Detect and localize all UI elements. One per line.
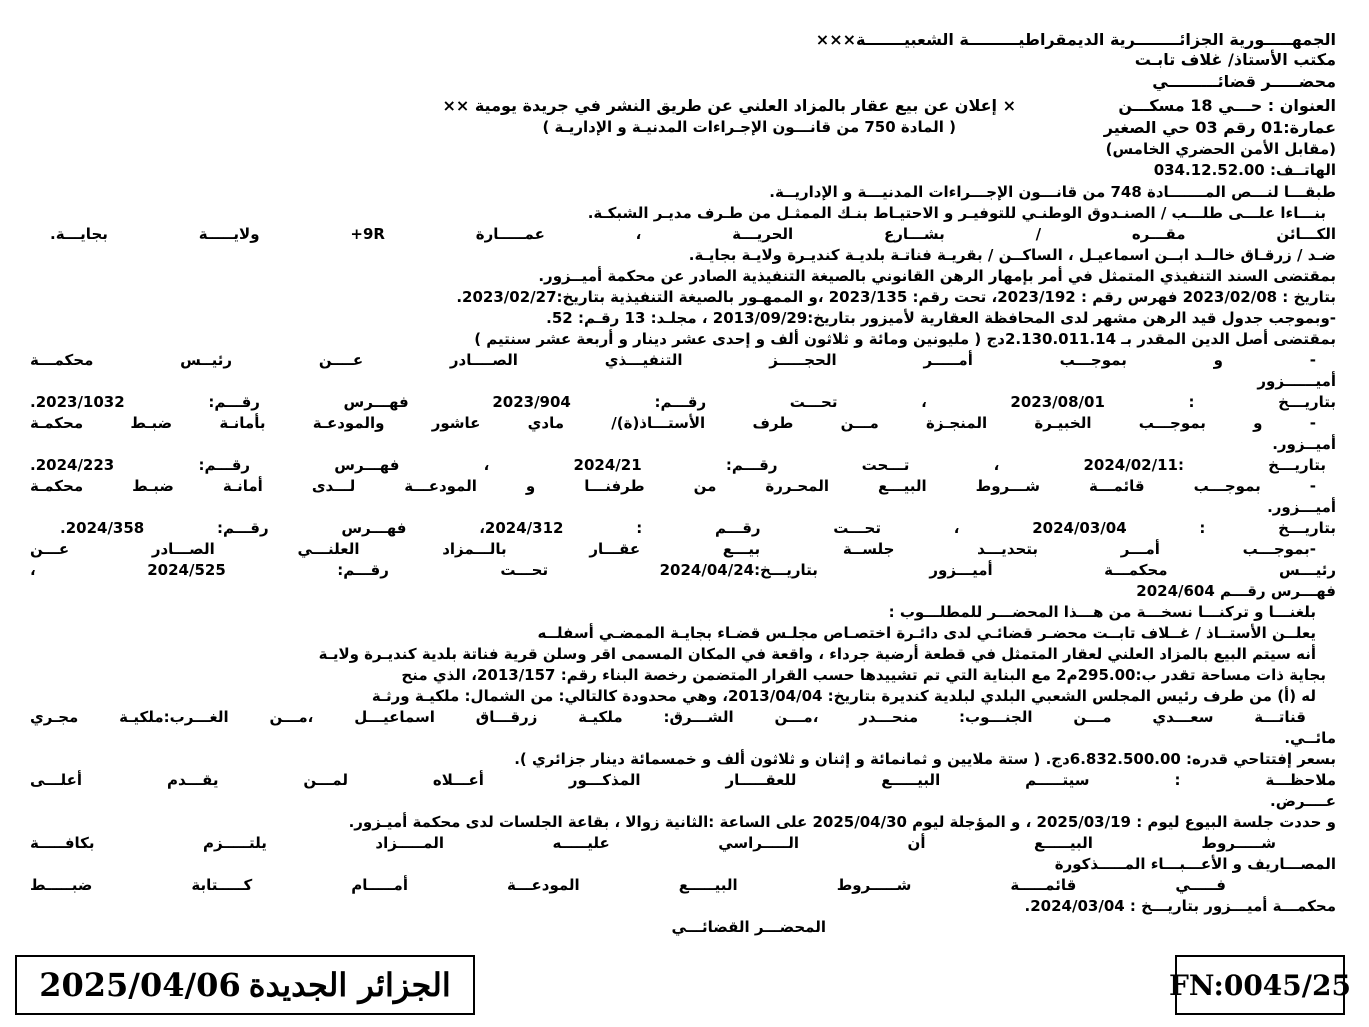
body-line: الكـــائن مقـــره / بشـــارع الحريـــة ، عمـــــارة 9R+ ولايـــــة بجايـــة. [50,225,1336,243]
body-line: فـــــي قائمـــــة شـــــروط البيـــــع المودعـــة أمـــــام كـــــتابة ضبـــــط [30,876,1226,894]
office-address: العنوان : حـــي 18 مسكـــن [1118,96,1336,115]
office-title: محضـــــر قضائـــــــــي [1152,72,1336,91]
body-line: بتاريـــخ :2024/02/11 ، تـــحت رقـــم: 2024/21 ، فهـــرس رقـــم: 2024/223. [30,456,1326,474]
body-line: -بموجـــب أمـــر بتحديـــد جلســة بيـــع عقـــار بالـــمزاد العلنـــي الصـــادر عـــن [30,540,1316,558]
publication-date: 2025/04/06 [39,966,241,1004]
notice-subtitle: ( المادة 750 من قانـــون الإجـراءات المدنيـة و الإداريـة ) [542,118,956,136]
body-line: المصـــاريف و الأعـــبـــاء المـــــذكورة [1054,855,1336,873]
body-line: - و بموجـــب الخبيـرة المنجـزة مـــن طرف الأستـــاذ(ة)/ مادي عاشور والمودعـة بأمانـة ضبـط محكمـة [30,414,1316,432]
body-line: مائــي. [1284,729,1336,747]
office-phone: الهاتــف: 034.12.52.00 [1153,161,1336,179]
body-line: بنـــاءا علـــى طلـــب / الصنـدوق الوطنـي للتوفيـر و الاحتيـاط بنـك الممثـل من طـرف مديـر الشبكـة. [587,204,1326,222]
newspaper-name: الجزائر الجديدة [248,966,451,1004]
body-line: أميــزور. [1272,435,1336,453]
republic-header: الجمهـــــورية الجزائــــــــرية الديمقراطيـــــــــة الشعبيـــــــة××× [815,30,1336,49]
body-line: فهـــرس رقـــم 2024/604 [1136,582,1336,600]
body-line: ملاحظـــة : سيتـــــم البيـــــع للعقـــــار المذكـــور أعـــلاه لمـــن يقـــدم أعلـــى [30,771,1336,789]
body-line: و حددت جلسة البيوع ليوم : 2025/03/19 ، و المؤجلة ليوم 2025/04/30 على الساعة :الثانية زوالا ، بقاعة الجلسات لدى محكمة أميـزور. [348,813,1336,831]
publication-box [15,955,475,1015]
body-line: بتاريخ : 2023/02/08 فهرس رقم : 2023/192، تحت رقم: 2023/135 ،و الممهـور بالصيغة التنفيذية بتاريخ:2023/02/27. [456,288,1336,306]
office-landmark: (مقابل الأمن الحضري الخامس) [1105,140,1336,158]
body-line: عــــرض. [1270,792,1336,810]
body-line: بلغنـــا و تركنـــا نسخـــة من هـــذا المحضـــر للمطلـــوب : [888,603,1316,621]
body-line: ضـد / زرقـاق خالــد ابــن اسماعيـل ، الساكــن / بقريـة فناتـة بلديـة كنديـرة ولايـة بجايـة. [688,246,1336,264]
body-line: - و بموجـــب أمـــــر الحجـــــز التنفيـــذي الصــــادر عــــن رئيــس محكمـــة [30,351,1316,369]
fn-code: FN:0045/25 [1169,968,1351,1002]
office-building: عمارة:01 رقم 03 حي الصغير [1103,118,1336,137]
legal-notice [30,30,1336,950]
body-line: -وبموجب جدول قيد الرهن مشهر لدى المحافظة العقارية لأميزور بتاريخ:2013/09/29 ، مجلـد: 13 رقـم: 52. [546,309,1336,327]
body-line: يعلــن الأستــاذ / غــلاف تابــت محضـر قضائـي لدى دائـرة اختصـاص مجلـس قضـاء بجايـة الممضـي أسفلــه [537,624,1316,642]
body-line: محكمـــة أميـــزور بتاريـــخ : 2024/03/04. [1024,897,1336,915]
body-line: رئيـــس محكمـــة أميـــزور بتاريـــخ:2024/04/24 تحـــت رقـــم: 2024/525 ، [30,561,1336,579]
body-line: بجاية ذات مساحة تقدر ب:295.00م2 مع البناية التي تم تشييدها حسب القرار المتضمن رخصة البناء رقم: 2013/157، الذي منح [401,666,1326,684]
body-line: شـــــروط البيـــــع أن الـــــراسي عليـــــه المـــــزاد يلتـــــزم بكافـــــة [30,834,1276,852]
body-line: أميـــزور. [1267,498,1336,516]
body-line: له (أ) من طرف رئيس المجلس الشعبي البلدي لبلدية كنديرة بتاريخ: 2013/04/04، وهي محدودة كالتالي: من الشمال: ملكيـة ورثـة [371,687,1316,705]
body-line: بمقتضى السند التنفيذي المتمثل في أمر بإمهار الرهن القانوني بالصيغة التنفيذية الصادر عن محكمة أميــزور. [538,267,1336,285]
body-line: بسعر إفتتاحي قدره: 6.832.500.00دج. ( ستة ملايين و ثمانمائة و إثنان و ثلاثون ألف و خمسمائة دينار جزائري ). [514,750,1336,768]
body-line: بتاريـــخ : 2024/03/04 ، تحـــت رقـــم : 2024/312، فهـــرس رقـــم: 2024/358. [60,519,1336,537]
body-line: بتاريـــخ : 2023/08/01 ، تحـــت رقـــم: 2023/904 فهـــرس رقـــم: 2023/1032. [30,393,1336,411]
body-line: أنه سيتم البيع بالمزاد العلني لعقار المتمثل في قطعة أرضية جرداء ، واقعة في المكان المسمى اقر وسلن قرية فناتة بلدية كنديـرة ولايـة [318,645,1316,663]
body-line: بمقتضى أصل الدين المقدر بـ 2.130.011.14دج ( مليونين ومائة و ثلاثون ألف و إحدى عشر دينار و أربعة عشر سنتيم ) [474,330,1336,348]
office-name: مكتب الأستاذ/ غلاف تابـت [1134,50,1336,69]
notice-title: × إعلان عن بيع عقار بالمزاد العلني عن طريق النشر في جريدة يومية ×× [442,96,1016,115]
fn-code-box [1169,955,1351,1015]
body-line: أميــــــزور [1257,372,1336,390]
body-line: طبقـــا لنـــص المـــــــادة 748 من قانـــون الإجـــراءات المدنيـــة و الإداريــة. [769,183,1336,201]
body-line: - بموجـــب قائمـــة شـــروط البيـــع المحـررة من طرفنـــا و المودعـــة لـــدى أمانـة ضبـط محكمـة [30,477,1316,495]
signature-title: المحضـــر القضائـــي [671,918,826,936]
body-line: قناتـــة سعـــدي مـــن الجنـــوب: منحـــدر ،مـــن الشـــرق: ملكيـة زرقـــاق اسماعيـــل ،مـــن الغـــرب:ملكيـة مجـري [30,708,1306,726]
